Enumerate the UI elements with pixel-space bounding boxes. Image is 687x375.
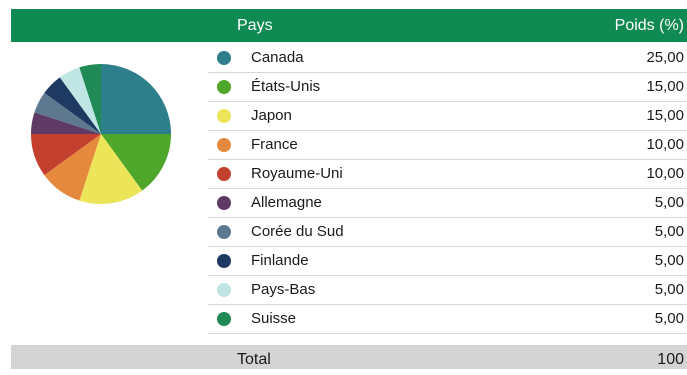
country-name: Finlande <box>251 252 309 269</box>
legend-row <box>208 72 687 102</box>
legend-row <box>208 43 687 73</box>
legend-dot <box>217 109 231 123</box>
country-name: Japon <box>251 107 292 124</box>
legend-dot <box>217 51 231 65</box>
legend-dot <box>217 254 231 268</box>
weight-value: 15,00 <box>646 107 684 124</box>
country-name: Royaume-Uni <box>251 165 343 182</box>
weight-value: 10,00 <box>646 136 684 153</box>
pie-chart <box>0 0 200 220</box>
legend-dot <box>217 138 231 152</box>
country-name: Suisse <box>251 310 297 327</box>
legend-row <box>208 217 687 247</box>
weight-value: 15,00 <box>646 78 684 95</box>
legend-dot <box>217 312 231 326</box>
legend-row <box>208 246 687 276</box>
legend-row <box>208 159 687 189</box>
country-name: Allemagne <box>251 194 322 211</box>
legend-dot <box>217 225 231 239</box>
legend-row <box>208 130 687 160</box>
legend-dot <box>217 283 231 297</box>
weight-value: 5,00 <box>654 310 684 327</box>
legend-row <box>208 304 687 334</box>
legend-row <box>208 188 687 218</box>
legend-row <box>208 101 687 131</box>
pie-slice-1 <box>101 64 171 134</box>
country-name: Canada <box>251 49 304 66</box>
legend-dot <box>217 196 231 210</box>
country-name: France <box>251 136 298 153</box>
weight-value: 5,00 <box>654 281 684 298</box>
total-value: 100 <box>657 351 684 368</box>
total-row <box>11 345 687 369</box>
total-label: Total <box>237 351 271 368</box>
legend-dot <box>217 167 231 181</box>
weight-value: 5,00 <box>654 194 684 211</box>
legend-row <box>208 275 687 305</box>
weight-value: 5,00 <box>654 223 684 240</box>
weight-value: 10,00 <box>646 165 684 182</box>
country-name: Pays-Bas <box>251 281 316 298</box>
legend-dot <box>217 80 231 94</box>
column-header-country: Pays <box>237 17 273 34</box>
country-name: États-Unis <box>251 78 321 95</box>
weight-value: 25,00 <box>646 49 684 66</box>
country-name: Corée du Sud <box>251 223 344 240</box>
weight-value: 5,00 <box>654 252 684 269</box>
column-header-weight: Poids (%) <box>614 17 684 34</box>
